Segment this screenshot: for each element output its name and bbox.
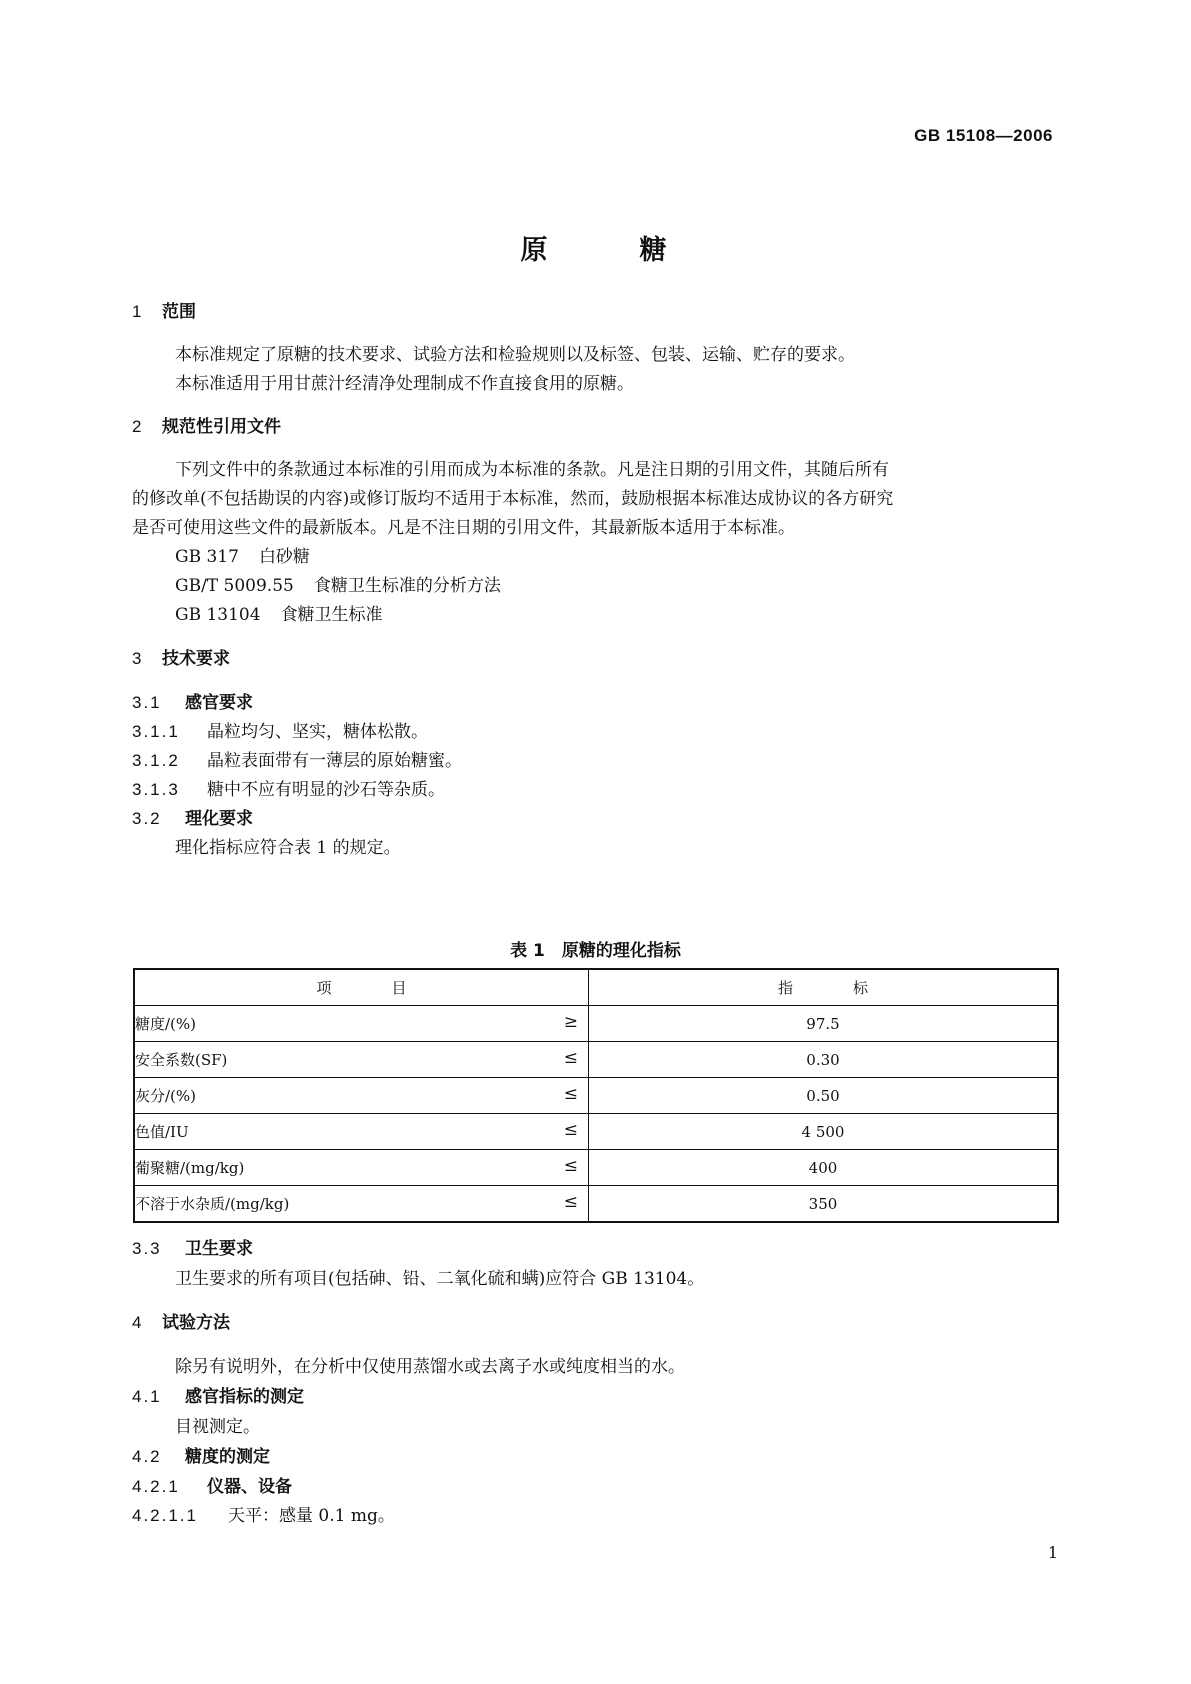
title-char-1: 原 xyxy=(520,235,552,266)
item-name: 葡聚糖/(mg/kg) xyxy=(135,1159,245,1177)
relation-symbol: ≤ xyxy=(563,1156,578,1176)
section-number: 4 xyxy=(132,1313,142,1332)
section-1-heading xyxy=(132,301,196,323)
subsection-number: 4.2 xyxy=(132,1447,162,1466)
title-char-2: 糖 xyxy=(639,235,671,266)
reference-item xyxy=(175,575,501,597)
subsection-title: 卫生要求 xyxy=(185,1239,253,1259)
subsection-number: 4.1 xyxy=(132,1387,162,1406)
item-cell xyxy=(134,1006,589,1042)
subsection-3-3-heading xyxy=(132,1238,253,1260)
section-title: 技术要求 xyxy=(162,649,230,669)
relation-symbol: ≤ xyxy=(563,1192,578,1212)
table-row xyxy=(134,1006,1058,1042)
subsection-3-1-heading xyxy=(132,692,253,714)
item-cell xyxy=(134,1078,589,1114)
paragraph: 本标准适用于用甘蔗汁经清净处理制成不作直接食用的原糖。 xyxy=(175,374,634,394)
section-number: 3 xyxy=(132,649,142,668)
paragraph-line: 是否可使用这些文件的最新版本。凡是不注日期的引用文件，其最新版本适用于本标准。 xyxy=(132,518,795,538)
item-name: 糖度/(%) xyxy=(135,1015,197,1033)
table-row xyxy=(134,1042,1058,1078)
item-cell xyxy=(134,1150,589,1186)
subsection-4-1-heading xyxy=(132,1386,304,1408)
section-title: 范围 xyxy=(162,302,196,322)
paragraph: 本标准规定了原糖的技术要求、试验方法和检验规则以及标签、包装、运输、贮存的要求。 xyxy=(175,345,855,365)
reference-item xyxy=(175,604,383,626)
clause-text: 天平：感量 0.1 mg。 xyxy=(228,1506,395,1526)
table-row xyxy=(134,1114,1058,1150)
item-name: 灰分/(%) xyxy=(135,1087,197,1105)
value-cell: 0.50 xyxy=(589,1078,1059,1114)
clause-number: 3.1.3 xyxy=(132,780,180,799)
section-number: 2 xyxy=(132,417,142,436)
clause-title: 仪器、设备 xyxy=(207,1477,292,1497)
value-cell: 97.5 xyxy=(589,1006,1059,1042)
clause-number: 3.1.1 xyxy=(132,722,180,741)
value-cell: 400 xyxy=(589,1150,1059,1186)
subsection-title: 感官指标的测定 xyxy=(185,1387,304,1407)
subsection-3-2-heading xyxy=(132,808,253,830)
clause-number: 4.2.1.1 xyxy=(132,1506,198,1525)
relation-symbol: ≥ xyxy=(563,1012,578,1032)
clause-3-1-1 xyxy=(132,721,428,743)
paragraph-line: 下列文件中的条款通过本标准的引用而成为本标准的条款。凡是注日期的引用文件，其随后所有 xyxy=(175,460,889,480)
item-name: 安全系数(SF) xyxy=(135,1051,228,1069)
subsection-title: 糖度的测定 xyxy=(185,1447,270,1467)
header-text: 标 xyxy=(853,979,869,997)
header-value xyxy=(589,969,1059,1006)
clause-number: 3.1.2 xyxy=(132,751,180,770)
table-row xyxy=(134,1186,1058,1223)
spec-table xyxy=(133,968,1059,1223)
clause-text: 晶粒表面带有一薄层的原始糖蜜。 xyxy=(207,751,462,771)
clause-text: 糖中不应有明显的沙石等杂质。 xyxy=(207,780,445,800)
paragraph-line: 的修改单(不包括勘误的内容)或修订版均不适用于本标准，然而，鼓励根据本标准达成协议的各方研究 xyxy=(132,489,894,509)
clause-number: 4.2.1 xyxy=(132,1477,180,1496)
subsection-number: 3.3 xyxy=(132,1239,162,1258)
item-cell xyxy=(134,1114,589,1150)
reference-name: 白砂糖 xyxy=(258,547,310,567)
clause-text: 晶粒均匀、坚实，糖体松散。 xyxy=(207,722,428,742)
subsection-title: 理化要求 xyxy=(185,809,253,829)
relation-symbol: ≤ xyxy=(563,1048,578,1068)
header-text: 项 xyxy=(316,979,332,997)
section-title: 规范性引用文件 xyxy=(162,417,281,437)
section-title: 试验方法 xyxy=(162,1313,230,1333)
clause-4-2-1-1 xyxy=(132,1505,395,1527)
value-cell: 0.30 xyxy=(589,1042,1059,1078)
table-row xyxy=(134,1150,1058,1186)
item-cell xyxy=(134,1186,589,1223)
subsection-number: 3.1 xyxy=(132,693,162,712)
header-item xyxy=(134,969,589,1006)
paragraph: 理化指标应符合表 1 的规定。 xyxy=(175,838,401,858)
paragraph: 除另有说明外，在分析中仅使用蒸馏水或去离子水或纯度相当的水。 xyxy=(175,1357,685,1377)
section-2-heading xyxy=(132,416,281,438)
subsection-title: 感官要求 xyxy=(185,693,253,713)
table-caption: 表 1 原糖的理化指标 xyxy=(510,941,681,961)
header-text: 目 xyxy=(391,979,407,997)
reference-code: GB 13104 xyxy=(175,605,261,625)
reference-item xyxy=(175,546,310,568)
page-number: 1 xyxy=(1047,1543,1058,1562)
clause-4-2-1-heading xyxy=(132,1476,292,1498)
document-title xyxy=(0,228,1191,267)
value-cell: 350 xyxy=(589,1186,1059,1223)
paragraph: 目视测定。 xyxy=(175,1417,260,1437)
header-text: 指 xyxy=(777,979,793,997)
item-name: 不溶于水杂质/(mg/kg) xyxy=(135,1195,290,1213)
value-cell: 4 500 xyxy=(589,1114,1059,1150)
subsection-4-2-heading xyxy=(132,1446,270,1468)
subsection-number: 3.2 xyxy=(132,809,162,828)
section-4-heading xyxy=(132,1312,230,1334)
reference-code: GB/T 5009.55 xyxy=(175,576,294,596)
section-number: 1 xyxy=(132,302,142,321)
clause-3-1-3 xyxy=(132,779,445,801)
clause-3-1-2 xyxy=(132,750,462,772)
item-cell xyxy=(134,1042,589,1078)
table-row xyxy=(134,1078,1058,1114)
reference-name: 食糖卫生标准 xyxy=(280,605,383,625)
standard-code: GB 15108—2006 xyxy=(914,126,1053,145)
table-header-row xyxy=(134,969,1058,1006)
reference-code: GB 317 xyxy=(175,547,239,567)
section-3-heading xyxy=(132,648,230,670)
item-name: 色值/IU xyxy=(135,1123,189,1141)
reference-name: 食糖卫生标准的分析方法 xyxy=(313,576,501,596)
relation-symbol: ≤ xyxy=(563,1084,578,1104)
relation-symbol: ≤ xyxy=(563,1120,578,1140)
paragraph: 卫生要求的所有项目(包括砷、铅、二氧化硫和螨)应符合 GB 13104。 xyxy=(175,1269,705,1289)
